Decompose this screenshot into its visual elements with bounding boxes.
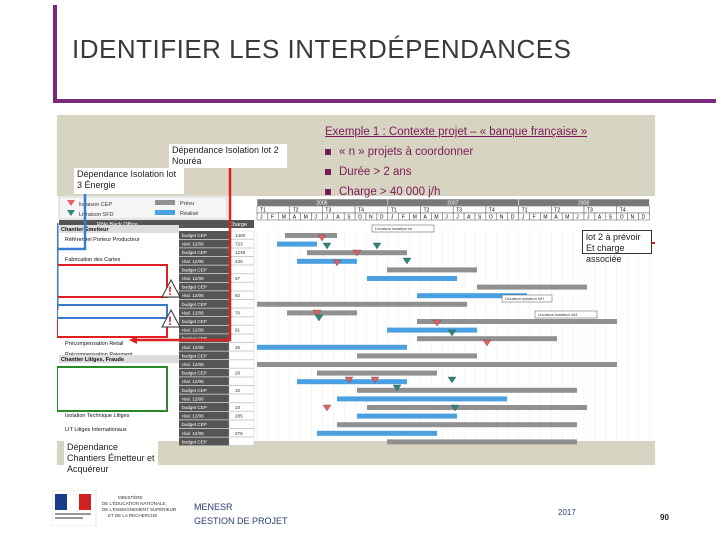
- month-label: F: [401, 214, 405, 221]
- header-charge: Charge: [229, 222, 248, 228]
- budget-label: réal. 12/06: [182, 276, 204, 281]
- svg-text:DE L'ENSEIGNEMENT SUPÉRIEUR: DE L'ENSEIGNEMENT SUPÉRIEUR: [102, 507, 177, 512]
- example-title: Exemple 1 : Contexte projet – « banque française »: [325, 126, 588, 138]
- month-label: F: [532, 214, 536, 221]
- quarter-label: T3: [587, 207, 593, 214]
- budget-label: budget CEP: [182, 336, 207, 342]
- quarter-label: T2: [423, 207, 430, 214]
- callout-dep-isolation-3: Dépendance Isolation lot 3 Énergie: [74, 168, 184, 194]
- month-label: S: [347, 214, 351, 221]
- callout-lot2: lot 2 à prévoir Et charge associée: [582, 230, 652, 254]
- svg-text:ET DE LA RECHERCHE: ET DE LA RECHERCHE: [108, 513, 158, 518]
- accent-bar-vertical: [53, 5, 57, 103]
- charge-value: 82: [235, 293, 241, 299]
- month-label: N: [499, 214, 504, 221]
- month-label: J: [445, 214, 448, 221]
- charge-value: 285: [235, 413, 243, 419]
- charge-value: 28: [235, 370, 241, 376]
- bullet-3: [325, 182, 587, 202]
- month-label: F: [270, 214, 274, 221]
- svg-text:!: !: [168, 314, 172, 328]
- month-label: S: [608, 214, 613, 221]
- row-label: Référentiel Porteur Producteur: [65, 237, 140, 243]
- quarter-label: T3: [325, 207, 332, 214]
- month-label: O: [619, 214, 624, 221]
- charge-value: 91: [235, 327, 241, 333]
- ministry-logo: [52, 490, 186, 526]
- callout-dep-isolation-2: Dépendance Isolation lot 2 Nouréa: [169, 144, 287, 168]
- budget-label: réal. 12/06: [182, 258, 204, 264]
- month-label: N: [369, 214, 373, 221]
- budget-label: budget CEP: [182, 422, 207, 428]
- charge-value: 430: [235, 258, 243, 264]
- bullet-square-icon: [325, 149, 331, 155]
- budget-label: budget CEP: [182, 387, 207, 393]
- bullet-text-1: « n » projets à coordonner: [339, 146, 474, 158]
- bar-label-3: Livraison isolation lot3: [538, 312, 578, 317]
- month-label: O: [488, 214, 493, 221]
- month-label: J: [456, 214, 459, 221]
- charge-value: 35: [235, 344, 241, 350]
- budget-label: budget CEP: [182, 301, 207, 307]
- year-label: 2008: [578, 200, 590, 207]
- budget-label: réal. 12/06: [182, 327, 204, 333]
- budget-label: réal. 12/06: [182, 413, 204, 419]
- budget-label: réal. 12/06: [182, 379, 204, 385]
- budget-label: réal. 12/06: [182, 344, 204, 350]
- legend-cep: livraison CEP: [79, 202, 113, 208]
- month-label: M: [434, 214, 439, 221]
- bar-label-1: Livraison isolation lot: [375, 226, 413, 231]
- bullet-1: [325, 142, 587, 162]
- quarter-label: T2: [554, 207, 561, 214]
- month-label: O: [358, 214, 362, 221]
- budget-label: budget CEP: [182, 353, 207, 359]
- bullet-square-icon: [325, 169, 331, 175]
- row-label: Isolation Technique Litiges: [65, 413, 130, 419]
- budget-label: budget CEP: [182, 370, 207, 376]
- budget-label: budget CEP: [182, 405, 207, 410]
- budget-label: budget CEP: [182, 439, 207, 445]
- quarter-label: T1: [260, 207, 266, 214]
- row-label: Fabrication des Cartes: [65, 257, 121, 263]
- budget-label: réal. 12/06: [182, 241, 204, 247]
- month-label: J: [314, 214, 317, 221]
- quarter-label: T4: [619, 207, 626, 214]
- quarter-label: T3: [456, 207, 463, 214]
- month-label: M: [565, 214, 570, 221]
- charge-value: 723: [235, 241, 243, 247]
- month-label: M: [543, 214, 548, 221]
- section-label: Chantier Litiges, Fraude: [61, 357, 124, 363]
- year-label: 2007: [447, 200, 459, 207]
- month-label: A: [423, 214, 427, 221]
- bullet-text-2: Durée > 2 ans: [339, 166, 412, 178]
- footer-org: [194, 500, 288, 528]
- svg-text:!: !: [168, 284, 172, 298]
- svg-text:DE L'ÉDUCATION NATIONALE,: DE L'ÉDUCATION NATIONALE,: [102, 501, 167, 506]
- quarter-label: T1: [521, 207, 528, 214]
- quarter-label: T1: [390, 207, 397, 214]
- month-label: A: [292, 214, 297, 221]
- budget-label: réal. 12/06: [182, 396, 204, 402]
- charge-value: 10: [235, 405, 241, 410]
- month-label: J: [325, 214, 328, 221]
- bullet-2: [325, 162, 587, 182]
- charge-value: 70: [235, 310, 241, 316]
- charge-value: 278: [235, 430, 243, 436]
- budget-label: réal. 12/06: [182, 293, 204, 299]
- month-label: A: [554, 214, 558, 221]
- accent-bar-horizontal: [53, 99, 716, 103]
- row-label: LIT Litiges Internationaux: [65, 427, 127, 433]
- bar-label-2: Livraison isolation lot?: [505, 296, 545, 301]
- month-label: D: [641, 214, 646, 221]
- month-label: J: [260, 214, 263, 221]
- quarter-label: T4: [488, 207, 495, 214]
- month-label: J: [390, 214, 394, 221]
- month-label: N: [630, 214, 635, 221]
- slide-title: IDENTIFIER LES INTERDÉPENDANCES: [72, 34, 572, 64]
- month-label: J: [521, 214, 525, 221]
- month-label: M: [281, 214, 286, 221]
- footer-year: 2017: [558, 508, 576, 517]
- row-label: Précompensation Retail: [65, 341, 124, 347]
- month-label: D: [510, 214, 515, 221]
- budget-label: budget CEP: [182, 267, 207, 273]
- budget-label: budget CEP: [182, 319, 207, 324]
- budget-label: réal. 12/06: [182, 310, 204, 316]
- month-label: A: [467, 214, 471, 221]
- charge-value: 1246: [235, 250, 246, 256]
- section-label: Chantier Émetteur: [61, 227, 109, 233]
- month-label: A: [597, 214, 602, 221]
- month-label: D: [379, 214, 384, 221]
- budget-label: réal. 12/06: [182, 430, 204, 436]
- svg-text:MINISTÈRE: MINISTÈRE: [118, 495, 143, 500]
- month-label: M: [412, 214, 417, 221]
- charge-value: 57: [235, 276, 241, 281]
- month-label: J: [587, 214, 590, 221]
- callout-dep-chantiers: Dépendance Chantiers Émetteur et Acquéreur: [64, 441, 158, 467]
- budget-label: réal. 12/06: [182, 362, 204, 367]
- month-label: A: [336, 214, 340, 221]
- month-label: M: [303, 214, 308, 221]
- legend-real: Réalisé: [180, 211, 199, 217]
- footer-org-line2: GESTION DE PROJET: [194, 516, 288, 526]
- quarter-label: T4: [358, 207, 364, 214]
- page-number: 90: [660, 513, 669, 522]
- example-block: [325, 122, 587, 202]
- bullet-square-icon: [325, 189, 331, 195]
- month-label: S: [478, 214, 482, 221]
- month-label: J: [576, 214, 579, 221]
- legend-sfd: Livraison SFD: [79, 212, 114, 218]
- budget-label: budget CEP: [182, 233, 207, 238]
- quarter-label: T2: [292, 207, 299, 214]
- charge-value: 1460: [235, 233, 246, 238]
- budget-label: budget CEP: [182, 250, 207, 256]
- budget-label: budget CEP: [182, 284, 207, 290]
- legend-planned: Prévu: [180, 201, 195, 207]
- footer-org-line1: MENESR: [194, 502, 233, 512]
- year-label: 2006: [316, 200, 328, 207]
- charge-value: 10: [235, 387, 241, 393]
- bullet-text-3: Charge > 40 000 j/h: [339, 186, 441, 198]
